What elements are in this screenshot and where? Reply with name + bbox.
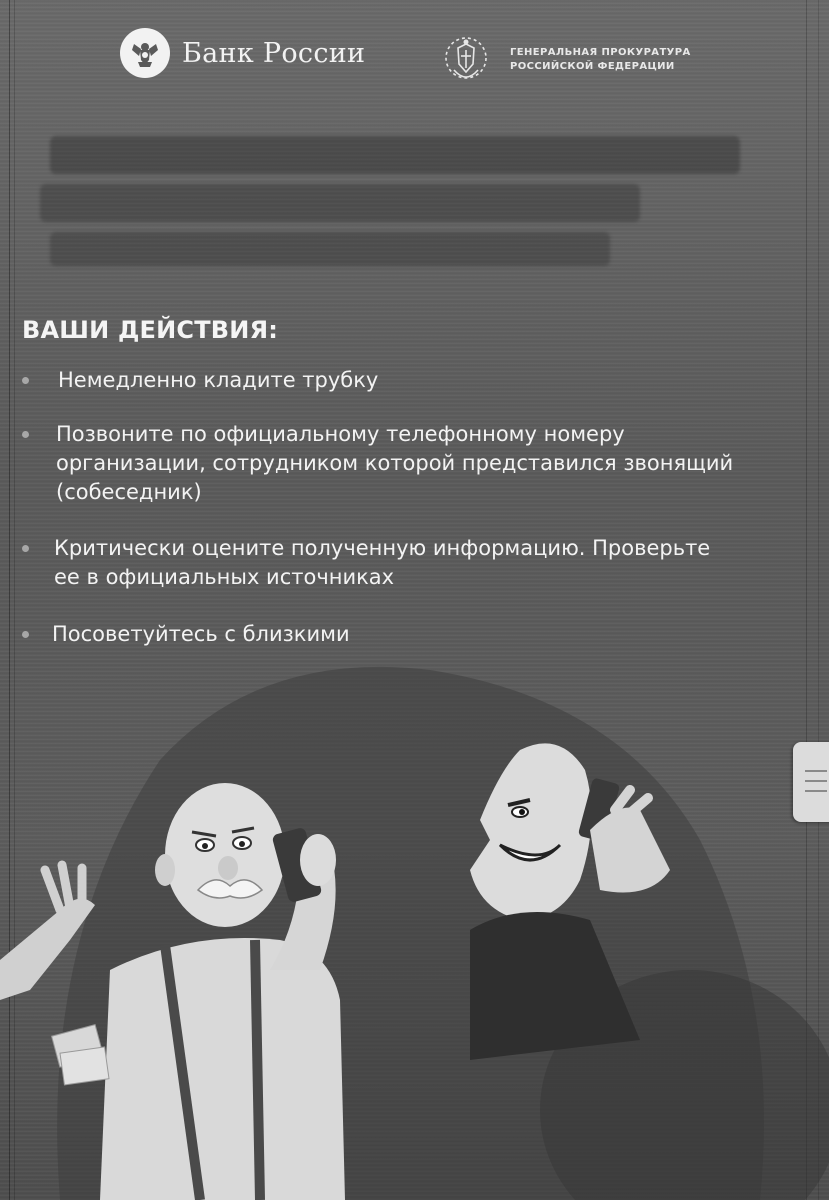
bleed-through-background — [30, 130, 810, 266]
bank-of-russia-eagle-icon — [120, 28, 170, 78]
bullet-dot — [22, 377, 29, 384]
bank-name: Банк России — [182, 37, 366, 69]
prosecutor-general-logo — [440, 32, 691, 88]
prosecutor-emblem-icon — [440, 32, 492, 88]
bank-of-russia-logo — [120, 28, 365, 78]
actions-title: ВАШИ ДЕЙСТВИЯ: — [22, 316, 279, 344]
action-item — [22, 420, 737, 507]
action-item-text: Позвоните по официальному телефонному номеру организации, сотрудником которой представился звонящий (собеседник) — [56, 422, 734, 504]
bullet-dot — [22, 631, 29, 638]
side-menu-tab[interactable] — [793, 742, 829, 822]
prosecutor-general-name: ГЕНЕРАЛЬНАЯ ПРОКУРАТУРА РОССИЙСКОЙ ФЕДЕРАЦИИ — [510, 47, 691, 72]
action-item — [22, 366, 782, 395]
action-item-text: Посоветуйтесь с близкими — [52, 622, 350, 646]
bullet-dot — [22, 431, 29, 438]
scam-call-illustration — [0, 640, 829, 1200]
action-item-text: Немедленно кладите трубку — [58, 368, 379, 392]
action-item — [22, 534, 712, 592]
bullet-dot — [22, 545, 29, 552]
action-item-text: Критически оцените полученную информацию. Проверьте ее в официальных источниках — [54, 536, 711, 589]
